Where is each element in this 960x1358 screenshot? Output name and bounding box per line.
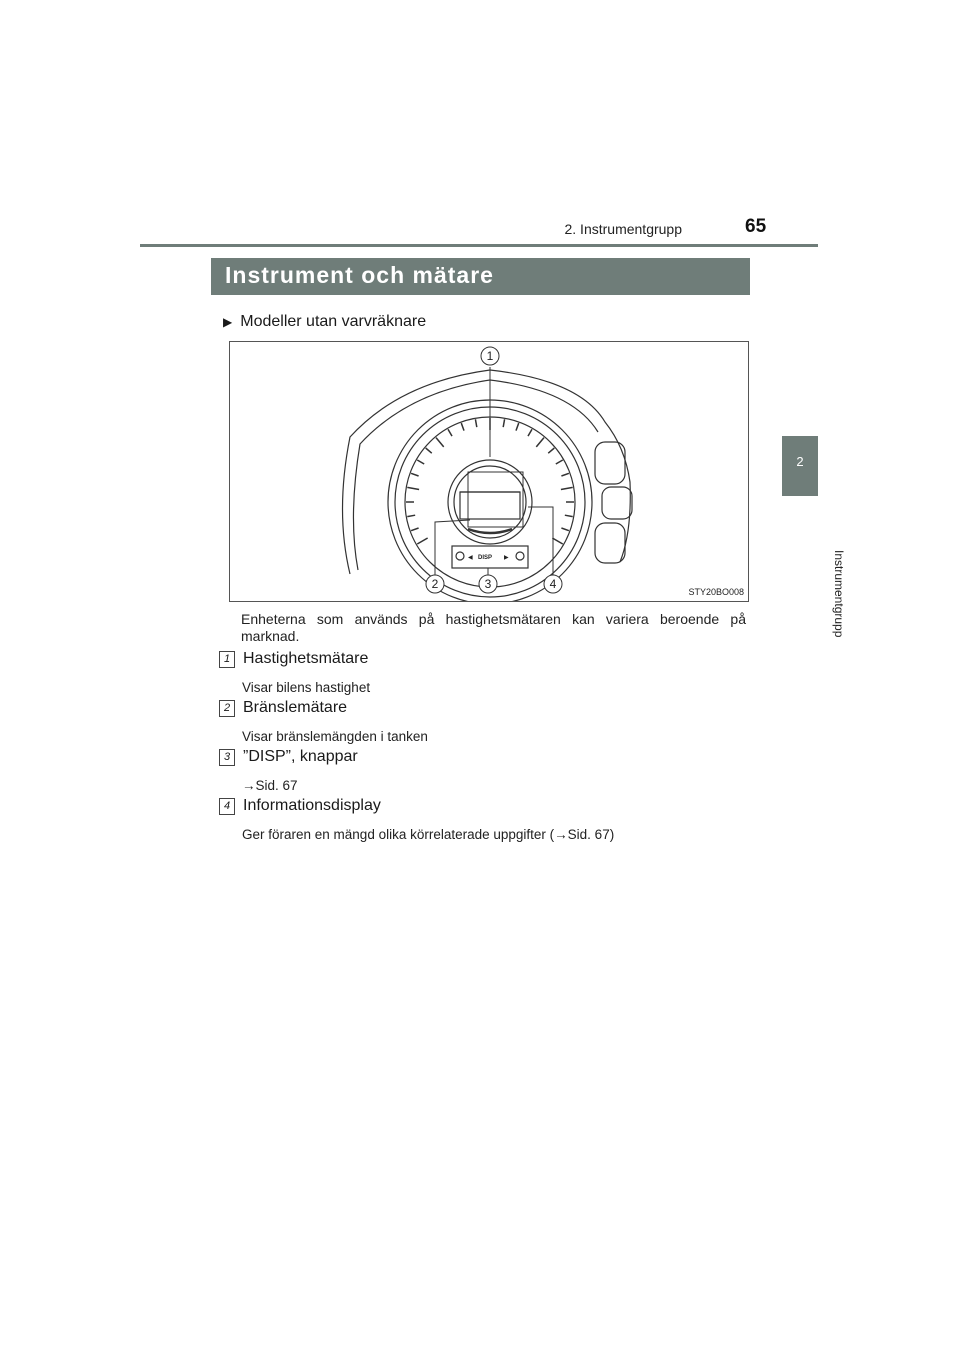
- gauge-tick: [556, 460, 563, 464]
- gauge-tick: [548, 448, 554, 453]
- gauge-tick: [426, 448, 432, 453]
- gauge-tick: [561, 473, 569, 476]
- item-4-heading: [219, 797, 381, 815]
- item-1-heading: [219, 650, 368, 668]
- item-4-number: 4: [219, 798, 235, 815]
- gauge-tick: [436, 438, 444, 447]
- gauge-tick: [407, 515, 415, 516]
- page-number: 65: [745, 216, 767, 237]
- subheading-text: Modeller utan varvräknare: [240, 313, 427, 330]
- chapter-tab-number: 2: [796, 454, 804, 469]
- gauge-tick: [561, 487, 573, 489]
- item-1-description: Visar bilens hastighet: [242, 680, 371, 695]
- section-banner: [211, 258, 750, 295]
- svg-text:▶: ▶: [504, 555, 509, 561]
- item-1-title: Hastighetsmätare: [243, 650, 369, 667]
- item-2-number: 2: [219, 700, 235, 717]
- gauge-tick: [407, 487, 419, 489]
- gauge-tick: [516, 423, 519, 431]
- gauge-tick: [565, 515, 573, 516]
- gauge-tick: [536, 438, 544, 447]
- item-3-title: ”DISP”, knappar: [243, 748, 358, 765]
- header-rule: [140, 244, 818, 247]
- instrument-cluster-illustration: [230, 342, 748, 601]
- triangle-bullet-icon: ▶: [223, 315, 233, 329]
- gauge-tick: [417, 460, 424, 464]
- item-3-number: 3: [219, 749, 235, 766]
- chapter-tab-label: [826, 550, 846, 700]
- chapter-tab[interactable]: [782, 436, 818, 496]
- running-head: 2. Instrumentgrupp: [564, 221, 682, 237]
- gauge-tick: [448, 429, 452, 436]
- item-4-description[interactable]: Ger föraren en mängd olika körrelaterade uppgifter (→Sid. 67): [242, 827, 615, 842]
- callout-3: 3: [484, 577, 492, 591]
- gauge-tick: [561, 528, 569, 531]
- item-2-description: Visar bränslemängden i tanken: [242, 729, 428, 744]
- gauge-tick: [411, 528, 419, 531]
- item-2-title: Bränslemätare: [243, 699, 348, 716]
- gauge-tick: [417, 538, 427, 544]
- item-1-number: 1: [219, 651, 235, 668]
- gauge-tick: [461, 423, 464, 431]
- callout-4: 4: [549, 577, 557, 591]
- gauge-tick: [528, 429, 532, 436]
- svg-text:◀: ◀: [468, 555, 473, 561]
- gauge-tick: [411, 473, 419, 476]
- item-2-heading: [219, 699, 347, 717]
- item-3-heading: [219, 748, 358, 766]
- section-title: Instrument och mätare: [225, 262, 494, 288]
- gauge-tick: [475, 419, 476, 427]
- callout-2: 2: [431, 577, 439, 591]
- disp-button-label: DISP: [478, 555, 493, 561]
- item-4-title: Informationsdisplay: [243, 797, 381, 814]
- item-3-description[interactable]: →Sid. 67: [242, 778, 298, 793]
- figure-note: Enheterna som används på hastighetsmätaren kan variera beroende på marknad.: [241, 611, 746, 644]
- gauge-tick: [503, 419, 504, 427]
- gauge-tick: [552, 538, 562, 544]
- callout-1: 1: [486, 349, 494, 363]
- subheading: [223, 313, 426, 331]
- figure-code: STY20BO008: [688, 587, 744, 597]
- instrument-figure: [229, 341, 749, 602]
- chapter-tab-label-text: Instrumentgrupp: [832, 550, 846, 638]
